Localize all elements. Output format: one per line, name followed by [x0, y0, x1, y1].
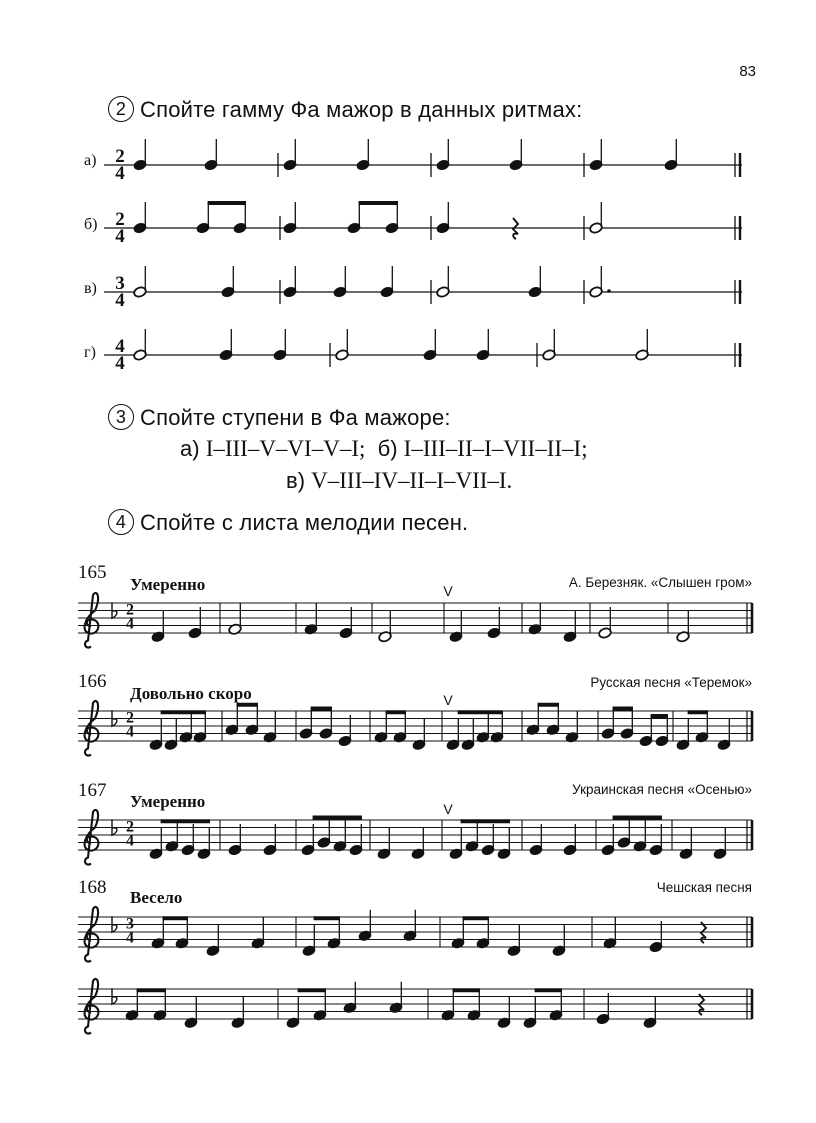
song-168-line-2-beam [453, 988, 480, 992]
song-166-beam [237, 703, 258, 707]
rhythm-b-beam [208, 201, 246, 205]
song-165-time-signature-bottom: 4 [126, 615, 134, 633]
song-166-beam [651, 714, 668, 718]
song-166-time-signature-bottom: 4 [126, 723, 134, 741]
song-167-attribution: Украинская песня «Осенью» [572, 782, 752, 797]
degrees-b-label: б) [377, 436, 398, 461]
song-167-breath-mark: V [443, 801, 453, 817]
song-168-line-2-beam [298, 988, 326, 992]
rhythm-c-label: в) [84, 280, 97, 297]
page-number: 83 [739, 63, 756, 80]
rhythm-b-time-signature-top: 2 [115, 209, 125, 230]
rhythm-d-time-signature-bottom: 4 [115, 353, 125, 374]
treble-clef-icon [85, 593, 99, 648]
song-166-attribution: Русская песня «Теремок» [590, 675, 752, 690]
rhythm-d-time-signature-top: 4 [115, 336, 125, 357]
rhythm-a-label: а) [84, 152, 97, 169]
song-165-attribution: А. Березняк. «Слышен гром» [568, 575, 752, 590]
song-165-tempo: Умеренно [130, 575, 206, 594]
song-165-breath-mark: V [443, 583, 453, 599]
song-166-breath-mark: V [443, 692, 453, 708]
exercise-4-number: 4 [108, 509, 134, 535]
song-168-line-2-beam [137, 988, 166, 992]
treble-clef-icon [85, 979, 99, 1034]
song-168-number: 168 [78, 877, 107, 898]
treble-clef-icon [85, 907, 99, 962]
treble-clef-icon [85, 701, 99, 756]
exercise-3-text: Спойте ступени в Фа мажоре: [140, 405, 451, 430]
degrees-c-sequence: V–III–IV–II–I–VII–I. [311, 468, 513, 493]
exercise-2-text: Спойте гамму Фа мажор в данных ритмах: [140, 97, 583, 122]
song-168-line-1-beam [314, 916, 340, 920]
song-167-beam [313, 816, 362, 820]
rhythm-b-label: б) [84, 216, 98, 233]
song-166-number: 166 [78, 671, 107, 692]
degrees-c-label: в) [286, 468, 306, 493]
song-166-beam [688, 710, 708, 714]
rhythm-a-time-signature-top: 2 [115, 146, 125, 167]
song-167-beam [613, 816, 662, 820]
song-167-time-signature-top: 2 [126, 818, 134, 836]
song-166-beam [386, 710, 406, 714]
song-166-beam [161, 710, 206, 714]
rhythm-c-time-signature-top: 3 [115, 273, 125, 294]
rhythm-c-time-signature-bottom: 4 [115, 290, 125, 311]
treble-clef-icon [85, 810, 99, 865]
rhythm-a-time-signature-bottom: 4 [115, 163, 125, 184]
exercise-4-text: Спойте с листа мелодии песен. [140, 510, 469, 535]
song-166-beam [538, 703, 559, 707]
rhythm-c-note-dot [607, 289, 611, 293]
song-168-line-1-time-signature-bottom: 4 [126, 929, 134, 947]
song-166-time-signature-top: 2 [126, 709, 134, 727]
song-167-beam [461, 819, 510, 823]
degrees-b-sequence: I–III–II–I–VII–II–I; [403, 436, 588, 461]
song-165-time-signature-top: 2 [126, 601, 134, 619]
song-166-beam [613, 707, 633, 711]
song-166-tempo: Довольно скоро [130, 684, 252, 703]
rhythm-b-time-signature-bottom: 4 [115, 226, 125, 247]
rhythm-b-beam [359, 201, 398, 205]
song-168-tempo: Весело [130, 888, 183, 907]
song-168-line-2-beam [535, 988, 562, 992]
song-167-number: 167 [78, 780, 107, 801]
song-167-beam [161, 819, 210, 823]
song-165-number: 165 [78, 562, 107, 583]
song-167-tempo: Умеренно [130, 792, 206, 811]
song-168-attribution: Чешская песня [656, 880, 752, 895]
song-167-time-signature-bottom: 4 [126, 832, 134, 850]
song-168-line-1-beam [463, 916, 489, 920]
exercise-2-number: 2 [108, 96, 134, 122]
song-166-beam [458, 710, 503, 714]
degrees-a-label: а) [180, 436, 200, 461]
rhythm-d-label: г) [84, 344, 96, 361]
song-168-line-1-beam [163, 916, 188, 920]
song-166-beam [311, 707, 332, 711]
degrees-a-sequence: I–III–V–VI–V–I; [205, 436, 366, 461]
song-168-line-1-time-signature-top: 3 [126, 915, 134, 933]
exercise-3-number: 3 [108, 404, 134, 430]
